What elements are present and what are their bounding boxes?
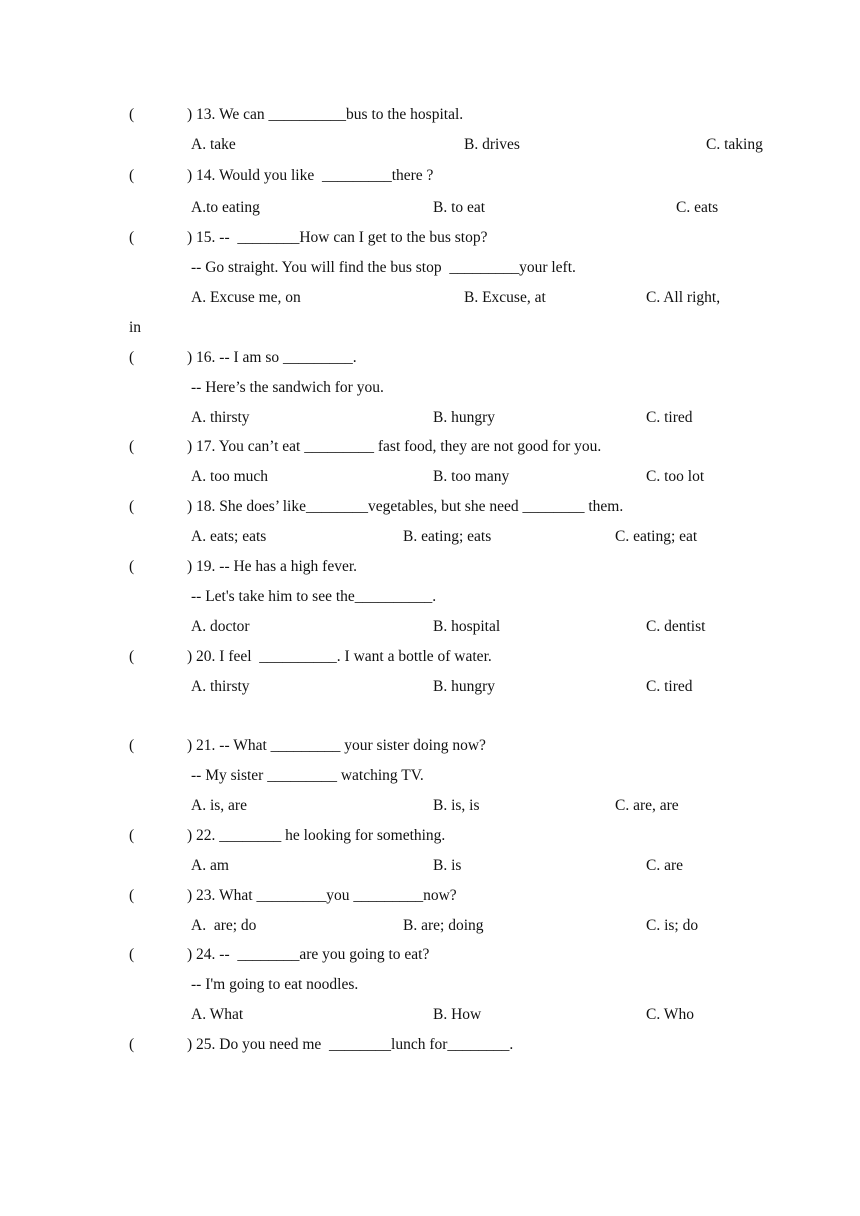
answer-paren-24: ( <box>129 946 135 963</box>
q13-option-c: C. taking <box>706 136 763 153</box>
q14-option-c: C. eats <box>676 199 719 216</box>
answer-paren-20: ( <box>129 648 135 665</box>
question-15-stem: ) 15. -- ________How can I get to the bus stop? <box>187 229 488 246</box>
question-23-stem: ) 23. What _________you _________now? <box>187 887 457 904</box>
question-21-stem: ) 21. -- What _________ your sister doing now? <box>187 737 486 754</box>
q14-option-b: B. to eat <box>433 199 486 216</box>
q13-option-a: A. take <box>191 136 236 153</box>
q20-option-c: C. tired <box>646 678 693 695</box>
q14-option-a: A.to eating <box>191 199 260 216</box>
q23-option-a: A. are; do <box>191 917 257 934</box>
q21-option-b: B. is, is <box>433 797 480 814</box>
answer-paren-22: ( <box>129 827 135 844</box>
question-25-stem: ) 25. Do you need me ________lunch for________. <box>187 1036 514 1053</box>
q24-option-c: C. Who <box>646 1006 694 1023</box>
q24-option-a: A. What <box>191 1006 244 1023</box>
q17-option-c: C. too lot <box>646 468 705 485</box>
q24-option-b: B. How <box>433 1006 482 1023</box>
q15-option-a: A. Excuse me, on <box>191 289 301 306</box>
q19-option-c: C. dentist <box>646 618 706 635</box>
answer-paren-17: ( <box>129 438 135 455</box>
q18-option-b: B. eating; eats <box>403 528 492 545</box>
question-19-reply: -- Let's take him to see the__________. <box>191 588 437 605</box>
q20-option-b: B. hungry <box>433 678 495 695</box>
q20-option-a: A. thirsty <box>191 678 250 695</box>
question-19-stem: ) 19. -- He has a high fever. <box>187 558 358 575</box>
q16-option-a: A. thirsty <box>191 409 250 426</box>
question-15-reply: -- Go straight. You will find the bus stop _________your left. <box>191 259 576 276</box>
q17-option-b: B. too many <box>433 468 510 485</box>
q19-option-a: A. doctor <box>191 618 250 635</box>
question-24-reply: -- I'm going to eat noodles. <box>191 976 359 993</box>
q17-option-a: A. too much <box>191 468 269 485</box>
q22-option-a: A. am <box>191 857 229 874</box>
q22-option-c: C. are <box>646 857 684 874</box>
answer-paren-23: ( <box>129 887 135 904</box>
answer-paren-19: ( <box>129 558 135 575</box>
question-14-stem: ) 14. Would you like _________there ? <box>187 167 434 184</box>
q21-option-a: A. is, are <box>191 797 247 814</box>
answer-paren-25: ( <box>129 1036 135 1053</box>
answer-paren-16: ( <box>129 349 135 366</box>
question-17-stem: ) 17. You can’t eat _________ fast food, they are not good for you. <box>187 438 602 455</box>
answer-paren-21: ( <box>129 737 135 754</box>
q19-option-b: B. hospital <box>433 618 501 635</box>
answer-paren-18: ( <box>129 498 135 515</box>
question-18-stem: ) 18. She does’ like________vegetables, but she need ________ them. <box>187 498 624 515</box>
q18-option-a: A. eats; eats <box>191 528 267 545</box>
answer-paren-13: ( <box>129 106 135 123</box>
question-24-stem: ) 24. -- ________are you going to eat? <box>187 946 430 963</box>
question-16-reply: -- Here’s the sandwich for you. <box>191 379 384 396</box>
question-22-stem: ) 22. ________ he looking for something. <box>187 827 446 844</box>
q16-option-b: B. hungry <box>433 409 495 426</box>
q16-option-c: C. tired <box>646 409 693 426</box>
q15-option-c: C. All right, <box>646 289 721 306</box>
q13-option-b: B. drives <box>464 136 520 153</box>
q15-option-c-wrap: in <box>129 319 142 336</box>
q23-option-c: C. is; do <box>646 917 699 934</box>
q22-option-b: B. is <box>433 857 462 874</box>
q21-option-c: C. are, are <box>615 797 679 814</box>
question-20-stem: ) 20. I feel __________. I want a bottle of water. <box>187 648 492 665</box>
question-16-stem: ) 16. -- I am so _________. <box>187 349 357 366</box>
answer-paren-14: ( <box>129 167 135 184</box>
q15-option-b: B. Excuse, at <box>464 289 546 306</box>
question-13-stem: ) 13. We can __________bus to the hospital. <box>187 106 464 123</box>
q23-option-b: B. are; doing <box>403 917 484 934</box>
q18-option-c: C. eating; eat <box>615 528 698 545</box>
answer-paren-15: ( <box>129 229 135 246</box>
question-21-reply: -- My sister _________ watching TV. <box>191 767 424 784</box>
